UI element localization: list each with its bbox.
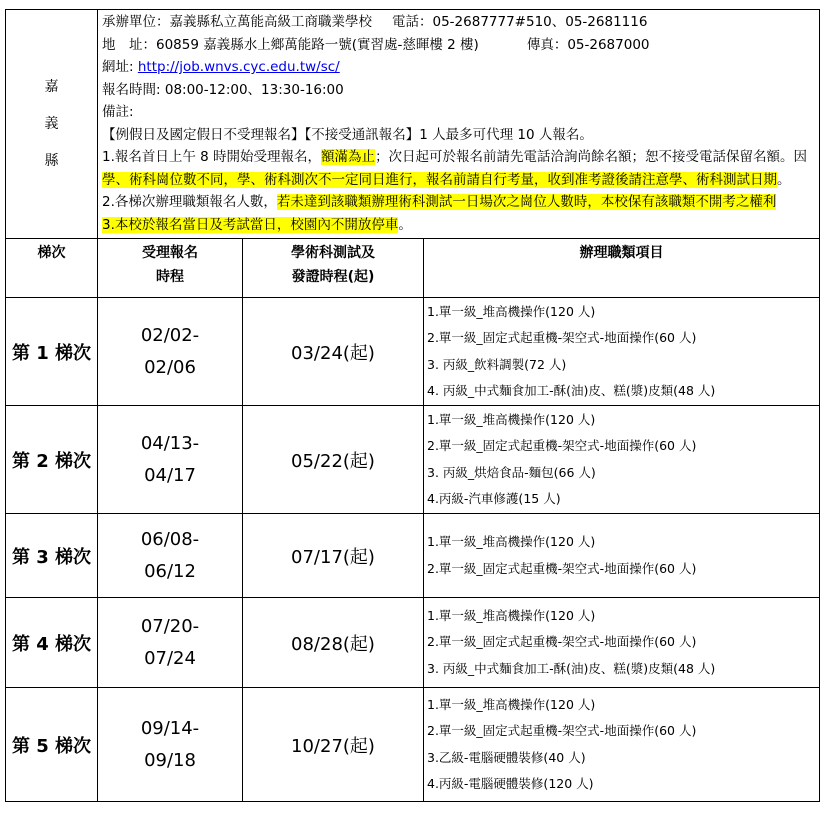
- job-item: 2.單一級_固定式起重機-架空式-地面操作(60 人): [427, 634, 697, 650]
- notice-line: 【例假日及國定假日不受理報名】【不接受通訊報名】1 人最多可代理 10 人報名。: [102, 126, 593, 143]
- job-item: 3. 丙級_飲料調製(72 人): [427, 356, 567, 372]
- address-text: 60859 嘉義縣水上鄉萬能路一號(實習處-慈暉樓 2 樓): [156, 36, 479, 53]
- hours-line: 報名時間: 08:00-12:00、13:30-16:00: [102, 81, 344, 98]
- round-row: [6, 406, 820, 514]
- registration-period: 02/02- 02/06: [98, 298, 243, 406]
- exam-schedule-table: [5, 9, 820, 802]
- region-char: 嘉: [44, 78, 59, 95]
- registration-period: 06/08- 06/12: [98, 514, 243, 598]
- hours-text: 08:00-12:00、13:30-16:00: [164, 81, 344, 98]
- job-item: 1.單一級_堆高機操作(120 人): [427, 696, 596, 712]
- job-item: 2.單一級_固定式起重機-架空式-地面操作(60 人): [427, 330, 697, 345]
- job-item: 3.乙級-電腦硬體裝修(40 人): [427, 749, 586, 765]
- job-item: 4.丙級-汽車修護(15 人): [427, 491, 561, 506]
- job-item: 4.丙級-電腦硬體裝修(120 人): [427, 776, 594, 791]
- exam-date: 05/22(起): [243, 406, 424, 514]
- region-char: 縣: [44, 152, 59, 169]
- url-line: 網址: http://job.wnvs.cyc.edu.tw/sc/: [102, 59, 340, 75]
- job-item: 1.單一級_堆高機操作(120 人): [427, 534, 596, 549]
- round-row: [6, 514, 820, 598]
- round-row: [6, 688, 820, 802]
- exam-date: 03/24(起): [243, 298, 424, 406]
- notes-label: 備註:: [102, 104, 134, 120]
- round-name: 第 5 梯次: [6, 688, 98, 802]
- note-1-highlight: 額滿為止: [321, 149, 376, 165]
- phone-number: 05-2687777#510、05-2681116: [432, 14, 648, 30]
- region-cell: [6, 10, 98, 239]
- job-item: 2.單一級_固定式起重機-架空式-地面操作(60 人): [427, 723, 697, 738]
- job-item: 3. 丙級_中式麵食加工-酥(油)皮、糕(漿)皮類(48 人): [427, 660, 716, 676]
- fax-number: 05-2687000: [567, 36, 650, 53]
- registration-period: 04/13- 04/17: [98, 406, 243, 514]
- note-2: 2.各梯次辦理職類報名人數，若未達到該職類辦理術科測試一日場次之崗位人數時，本校保有該職類不開考之權利: [102, 194, 777, 210]
- header-items: 辦理職類項目: [424, 239, 820, 298]
- job-items: [424, 688, 820, 802]
- note-1: 1.報名首日上午 8 時開始受理報名，額滿為止；次日起可於報名前請先電話洽詢尚餘名額；恕不接受電話保留名額。因學、術科崗位數不同，學、術科測次不一定同日進行，報名前請自行考量，收到准考證後請注意學、術科測試日期。: [102, 149, 808, 188]
- note-3: 3.本校於報名當日及考試當日，校園內不開放停車。: [102, 216, 412, 233]
- website-link[interactable]: http://job.wnvs.cyc.edu.tw/sc/: [137, 59, 340, 75]
- note-1-highlight-2: 學、術科崗位數不同，學、術科測次不一定同日進行，報名前請自行考量，收到准考證後請注意學、術科測試日期: [102, 171, 777, 188]
- job-item: 4. 丙級_中式麵食加工-酥(油)皮、糕(漿)皮類(48 人): [427, 383, 716, 398]
- info-cell: [98, 10, 820, 239]
- job-items: [424, 514, 820, 598]
- job-item: 1.單一級_堆高機操作(120 人): [427, 607, 596, 623]
- job-item: 2.單一級_固定式起重機-架空式-地面操作(60 人): [427, 560, 697, 576]
- job-items: [424, 298, 820, 406]
- note-3-highlight: 3.本校於報名當日及考試當日，校園內不開放停車: [102, 216, 399, 233]
- job-item: 1.單一級_堆高機操作(120 人): [427, 303, 596, 319]
- exam-date: 08/28(起): [243, 598, 424, 688]
- header-exam: 學術科測試及 發證時程(起): [243, 239, 424, 298]
- exam-date: 07/17(起): [243, 514, 424, 598]
- job-items: [424, 406, 820, 514]
- header-registration: 受理報名 時程: [98, 239, 243, 298]
- organizer-name: 嘉義縣私立萬能高級工商職業學校: [169, 14, 372, 30]
- round-name: 第 3 梯次: [6, 514, 98, 598]
- job-item: 2.單一級_固定式起重機-架空式-地面操作(60 人): [427, 438, 697, 453]
- info-row: [6, 10, 820, 239]
- round-row: [6, 598, 820, 688]
- registration-period: 09/14- 09/18: [98, 688, 243, 802]
- job-item: 3. 丙級_烘焙食品-麵包(66 人): [427, 464, 596, 480]
- round-name: 第 2 梯次: [6, 406, 98, 514]
- region-char: 義: [44, 115, 59, 132]
- job-item: 1.單一級_堆高機操作(120 人): [427, 411, 596, 427]
- note-2-highlight: 若未達到該職類辦理術科測試一日場次之崗位人數時，本校保有該職類不開考之權利: [276, 194, 777, 210]
- round-row: [6, 298, 820, 406]
- organizer-line: 承辦單位：嘉義縣私立萬能高級工商職業學校 電話：05-2687777#510、05-2681116: [102, 14, 648, 30]
- round-name: 第 1 梯次: [6, 298, 98, 406]
- address-line: 地 址：60859 嘉義縣水上鄉萬能路一號(實習處-慈暉樓 2 樓) 傳真：05-2687000: [102, 36, 650, 53]
- header-row: [6, 239, 820, 298]
- header-round: 梯次: [6, 239, 98, 298]
- round-name: 第 4 梯次: [6, 598, 98, 688]
- registration-period: 07/20- 07/24: [98, 598, 243, 688]
- job-items: [424, 598, 820, 688]
- exam-date: 10/27(起): [243, 688, 424, 802]
